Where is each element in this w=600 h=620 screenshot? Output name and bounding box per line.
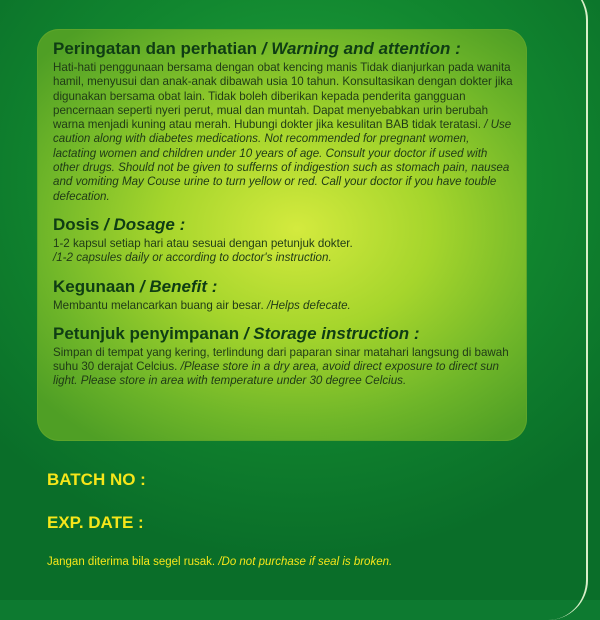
warning-section [53,39,513,204]
batch-number-label: BATCH NO : [47,470,146,489]
benefit-text-id: Membantu melancarkan buang air besar. [53,298,264,312]
storage-text-id: Simpan di tempat yang kering, terlindung dari paparan sinar matahari langsung di bawah suhu 30 derajat Celcius. [53,345,509,374]
dosage-title-id: Dosis [53,214,100,234]
expiry-date-label: EXP. DATE : [47,513,144,532]
storage-section [53,324,513,389]
warning-text-id: Hati-hati penggunaan bersama dengan obat kencing manis Tidak dianjurkan pada wanita hamil, menyusui dan anak-anak dibawah usia 10 tahun. Konsultasikan dengan dokter jika digunakan bersama obat lain. Tidak boleh diberikan kepada penderita gangguan pencernaan seperti nyeri perut, mual dan muntah. Dapat menyebabkan urin berubah warna menjadi kuning atau merah. Hubungi dokter jika kesulitan BAB tidak teratasi. [53,61,513,132]
seal-notice-en: /Do not purchase if seal is broken. [215,556,393,568]
benefit-text [53,299,513,313]
warning-heading [53,39,513,59]
warning-text-en: / Use caution along with diabetes medications. Not recommended for pregnant women, lactating women and children under 10 years of age. Consult your doctor if used with other drugs. Should not be given to sufferns of indigestion such as stomach pain, nausea and vomiting May Couse urine to turn yellow or red. Call your doctor if you have touble defecation. [53,118,512,203]
storage-title-en: / Storage instruction : [243,323,420,343]
benefit-heading [53,277,513,297]
seal-notice-id: Jangan diterima bila segel rusak. [47,556,216,568]
storage-heading [53,324,513,344]
storage-text [53,346,513,389]
dosage-heading [53,215,513,235]
info-panel [37,29,527,441]
warning-text [53,61,513,204]
seal-notice [47,556,392,568]
benefit-text-en: /Helps defecate. [263,298,351,312]
storage-text-en: /Please store in a dry area, avoid direct exposure to direct sun light. Please store in area with temperature under 30 degree Celcius. [53,360,499,388]
dosage-text-id: 1-2 kapsul setiap hari atau sesuai dengan petunjuk dokter. [53,236,353,250]
dosage-title-en: / Dosage : [104,214,186,234]
package-edge-line [526,0,588,620]
benefit-section [53,277,513,313]
benefit-title-en: / Benefit : [139,276,218,296]
storage-title-id: Petunjuk penyimpanan [53,323,240,343]
warning-title-id: Peringatan dan perhatian [53,39,258,58]
benefit-title-id: Kegunaan [53,276,136,296]
dosage-section [53,215,513,266]
dosage-text-en: /1-2 capsules daily or according to doctor's instruction. [53,251,332,265]
warning-title-en: / Warning and attention : [261,39,461,58]
dosage-text [53,237,513,266]
